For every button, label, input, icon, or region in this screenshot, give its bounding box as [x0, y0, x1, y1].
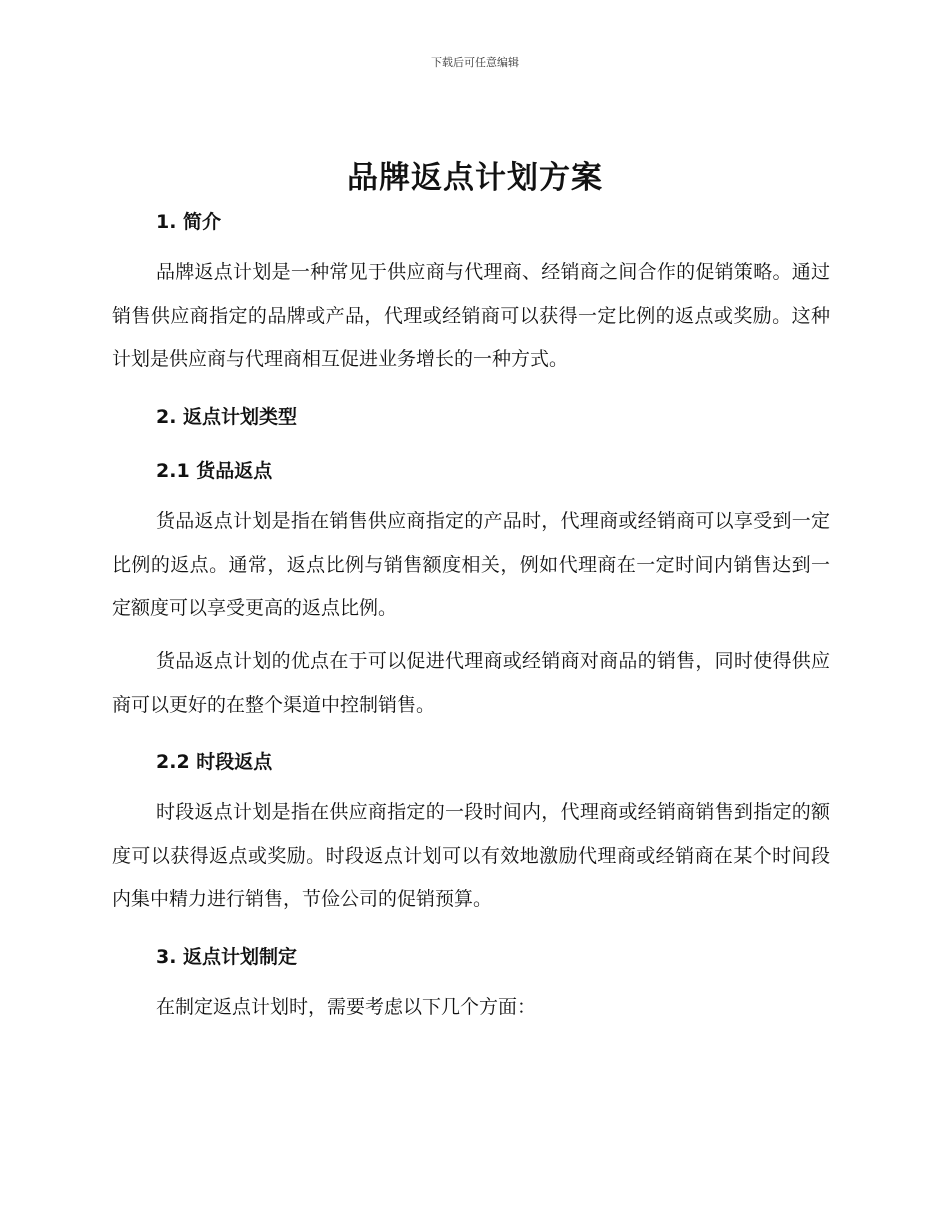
paragraph-intro: 品牌返点计划是一种常见于供应商与代理商、经销商之间合作的促销策略。通过销售供应商指定的品牌或产品，代理或经销商可以获得一定比例的返点或奖励。这种计划是供应商与代理商相互促进业务增长的一种方式。 [112, 261, 830, 370]
page-header-note: 下载后可任意编辑 [431, 56, 519, 69]
section-heading-intro: 1. 简介 [156, 211, 222, 233]
document-title: 品牌返点计划方案 [347, 160, 603, 196]
section-heading-plan-formulation: 3. 返点计划制定 [156, 946, 298, 968]
section-heading-goods-rebate: 2.1 货品返点 [156, 460, 273, 482]
paragraph-goods-rebate-1: 货品返点计划是指在销售供应商指定的产品时，代理商或经销商可以享受到一定比例的返点。通常，返点比例与销售额度相关，例如代理商在一定时间内销售达到一定额度可以享受更高的返点比例。 [112, 510, 830, 619]
paragraph-plan-formulation: 在制定返点计划时，需要考虑以下几个方面： [156, 996, 537, 1018]
paragraph-goods-rebate-2: 货品返点计划的优点在于可以促进代理商或经销商对商品的销售，同时使得供应商可以更好的在整个渠道中控制销售。 [112, 650, 830, 716]
section-heading-period-rebate: 2.2 时段返点 [156, 751, 273, 773]
section-heading-rebate-types: 2. 返点计划类型 [156, 406, 298, 428]
paragraph-period-rebate: 时段返点计划是指在供应商指定的一段时间内，代理商或经销商销售到指定的额度可以获得返点或奖励。时段返点计划可以有效地激励代理商或经销商在某个时间段内集中精力进行销售，节俭公司的促销预算。 [112, 801, 830, 910]
